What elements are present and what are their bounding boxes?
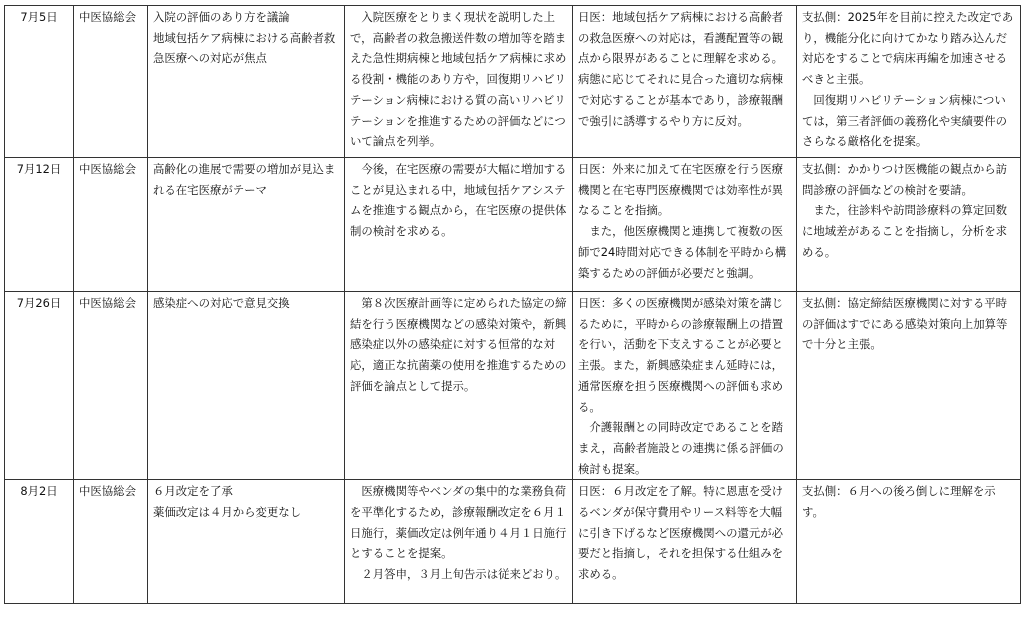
table-row [5,480,1021,604]
topic-cell [148,158,345,292]
opinion-paragraph: 支払側：2025年を目前に控えた改定であり，機能分化に向けてかなり踏み込んだ対応をすることで病床再編を加速させるべきと主張。 [802,10,1014,87]
opinion-paragraph: 回復期リハビリテーション病棟については，第三者評価の義務化や実績要件のさらなる厳格化を提案。 [802,92,1008,149]
table-row [5,158,1021,292]
topic-line: 薬価改定は４月から変更なし [153,505,302,520]
payers-side-cell [797,292,1021,480]
summary-cell [345,6,573,158]
summary-paragraph: 入院医療をとりまく現状を説明した上で，高齢者の救急搬送件数の増加等を踏まえた急性期病棟と地域包括ケア病棟に求める役割・機能のあり方や，回復期リハビリテーション病棟における質の高いリハビリテーションを推進するための評価などについて論点を列挙。 [350,10,567,149]
topic-line: ６月改定を了承 [153,484,233,499]
topic-cell [148,480,345,604]
opinion-paragraph: また，往診料や訪問診療料の算定回数に地域差があることを指摘し，分析を求める。 [802,203,1008,259]
table-row [5,6,1021,158]
summary-cell [345,292,573,480]
body-cell: 中医協総会 [74,6,148,158]
doctors-side-cell [573,6,797,158]
topic-line: 入院の評価のあり方を議論 [153,10,290,24]
opinion-paragraph: 介護報酬との同時改定であることを踏まえ，高齢者施設との連携に係る評価の検討も提案。 [578,420,784,476]
topic-line: 感染症への対応で意見交換 [153,296,290,310]
opinion-paragraph: 日医：地域包括ケア病棟における高齢者の救急医療への対応は，看護配置等の観点から限界があることに理解を求める。病態に応じてそれに見合った適切な病棟で対応することが基本であり，診療報酬で強引に誘導するやり方に反対。 [578,10,784,128]
doctors-side-cell [573,158,797,292]
summary-paragraph: 今後，在宅医療の需要が大幅に増加することが見込まれる中，地域包括ケアシステムを推進する観点から，在宅医療の提供体制の検討を求める。 [350,162,567,239]
opinion-paragraph: 日医：外来に加えて在宅医療を行う医療機関と在宅専門医療機関では効率性が異なることを指摘。 [578,162,784,218]
opinion-paragraph: 日医：６月改定を了解。特に恩恵を受けるベンダが保守費用やリース料等を大幅に引き下げるなど医療機関への還元が必要だと指摘し，それを担保する仕組みを求める。 [578,484,784,582]
payers-side-cell [797,158,1021,292]
summary-cell [345,158,573,292]
topic-cell [148,292,345,480]
opinion-paragraph: また，他医療機関と連携して複数の医師で24時間対応できる体制を平時から構築するための評価が必要だと強調。 [578,224,787,280]
meeting-record-table [4,5,1021,604]
payers-side-cell [797,6,1021,158]
opinion-paragraph: 支払側：かかりつけ医機能の観点から訪問診療の評価などの検討を要請。 [802,162,1008,197]
opinion-paragraph: 支払側：協定締結医療機関に対する平時の評価はすでにある感染対策向上加算等で十分と主張。 [802,296,1008,352]
date-cell: 7月5日 [5,6,74,158]
meeting-record-rows [5,6,1021,604]
date-cell: 7月26日 [5,292,74,480]
doctors-side-cell [573,292,797,480]
topic-line: 高齢化の進展で需要の増加が見込まれる在宅医療がテーマ [153,162,336,197]
table-row [5,292,1021,480]
body-cell: 中医協総会 [74,480,148,604]
topic-cell [148,6,345,158]
body-cell: 中医協総会 [74,292,148,480]
summary-paragraph: ２月答申，３月上旬告示は従来どおり。 [361,567,567,582]
summary-cell [345,480,573,604]
date-cell: 7月12日 [5,158,74,292]
topic-line: 地域包括ケア病棟における高齢者救急医療への対応が焦点 [153,30,336,66]
payers-side-cell [797,480,1021,604]
doctors-side-cell [573,480,797,604]
date-cell: 8月2日 [5,480,74,604]
opinion-paragraph: 支払側：６月への後ろ倒しに理解を示す。 [802,484,996,520]
summary-paragraph: 第８次医療計画等に定められた協定の締結を行う医療機関などの感染対策や，新興感染症以外の感染症に対する恒常的な対応，適正な抗菌薬の使用を推進するための評価を論点として提示。 [350,296,567,393]
opinion-paragraph: 日医：多くの医療機関が感染対策を講じるために，平時からの診療報酬上の措置を行い，活動を下支えすることが必要と主張。また，新興感染症まん延時には，通常医療を担う医療機関への評価も求める。 [578,296,784,414]
summary-paragraph: 医療機関等やベンダの集中的な業務負荷を平準化するため，診療報酬改定を６月１日施行，薬価改定は例年通り４月１日施行とすることを提案。 [350,484,567,561]
body-cell: 中医協総会 [74,158,148,292]
